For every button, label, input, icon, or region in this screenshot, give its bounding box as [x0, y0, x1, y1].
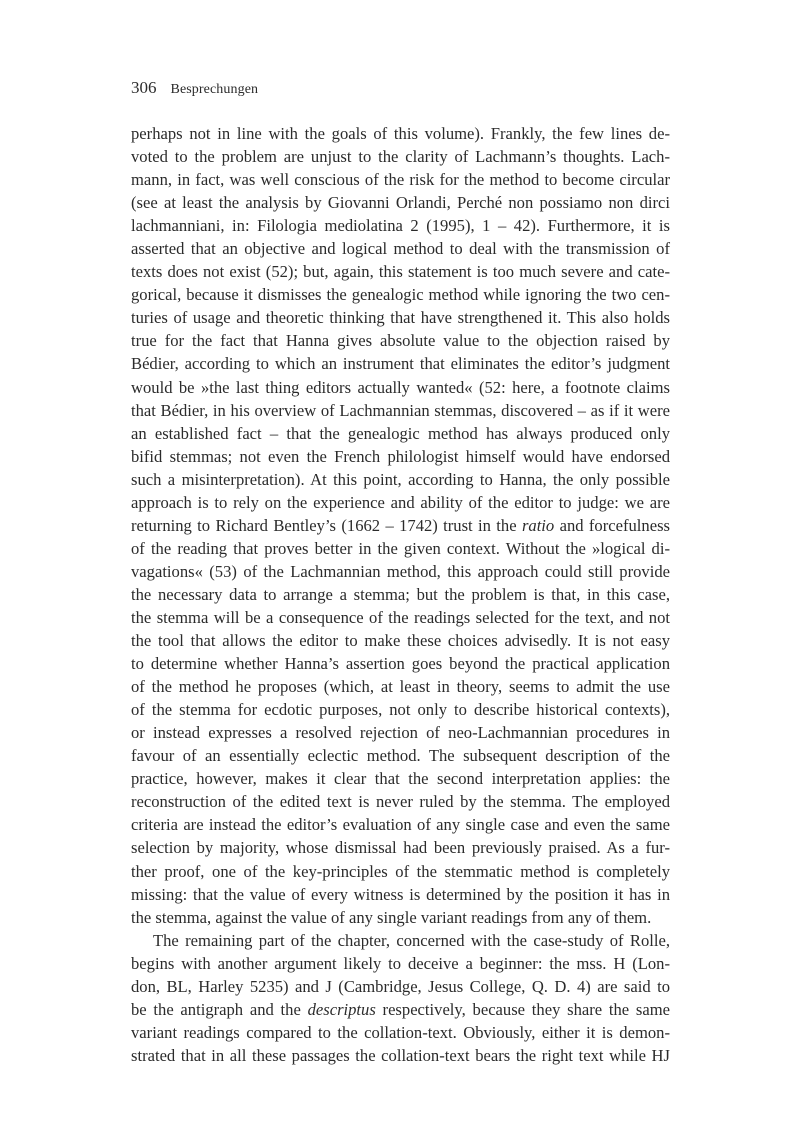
text-line: to determine whether Hanna’s assertion goes beyond the practical application	[131, 654, 670, 674]
text-line: strated that in all these passages the collation-text bears the right text while HJ	[131, 1045, 670, 1065]
text-line: the necessary data to arrange a stemma; but the problem is that, in this case,	[131, 584, 670, 604]
text-line: true for the fact that Hanna gives absolute value to the objection raised by	[131, 331, 670, 351]
text-line: such a misinterpretation). At this point, according to Hanna, the only possible	[131, 469, 670, 489]
text-line: would be »the last thing editors actually wanted« (52: here, a footnote claims	[131, 377, 670, 397]
text-line: asserted that an objective and logical method to deal with the transmission of	[131, 239, 670, 259]
running-head	[131, 78, 258, 100]
text-line: The remaining part of the chapter, concerned with the case-study of Rolle,	[153, 930, 670, 950]
body-text	[131, 122, 670, 1067]
text-line: approach is to rely on the experience and ability of the editor to judge: we are	[131, 492, 670, 512]
text-line: or instead expresses a resolved rejection of neo-Lachmannian procedures in	[131, 723, 670, 743]
text-line: practice, however, makes it clear that the second interpretation applies: the	[131, 769, 670, 789]
text-line: bifid stemmas; not even the French philologist himself would have endorsed	[131, 446, 670, 466]
paragraph-1	[131, 122, 670, 929]
section-title: Besprechungen	[170, 82, 259, 97]
text-line: vagations« (53) of the Lachmannian method, this approach could still provide	[131, 561, 670, 581]
text-line: Bédier, according to which an instrument that eliminates the editor’s judgment	[131, 354, 670, 374]
text-line: gorical, because it dismisses the genealogic method while ignoring the two cen-	[131, 285, 670, 305]
text-run: and forcefulness	[554, 515, 670, 535]
text-line: the stemma, against the value of any single variant readings from any of them.	[131, 907, 652, 927]
text-line: ther proof, one of the key-principles of the stemmatic method is completely	[131, 861, 670, 881]
text-line: missing: that the value of every witness is determined by the position it has in	[131, 884, 670, 904]
paragraph-2	[131, 929, 670, 1067]
text-line: favour of an essentially eclectic method. The subsequent description of the	[131, 746, 670, 766]
text-line: an established fact – that the genealogic method has always produced only	[131, 423, 670, 443]
text-line: mann, in fact, was well conscious of the risk for the method to become circular	[131, 170, 670, 190]
text-line: voted to the problem are unjust to the clarity of Lachmann’s thoughts. Lach-	[131, 147, 670, 167]
text-line: criteria are instead the editor’s evaluation of any single case and even the same	[131, 815, 670, 835]
text-line: (see at least the analysis by Giovanni Orlandi, Perché non possiamo non dirci	[131, 193, 670, 213]
emphasis-ratio: ratio	[521, 515, 555, 535]
text-line: begins with another argument likely to deceive a beginner: the mss. H (Lon-	[131, 953, 670, 973]
text-line: of the reading that proves better in the given context. Without the »logical di-	[131, 538, 670, 558]
text-line	[131, 514, 670, 537]
text-line: reconstruction of the edited text is never ruled by the stemma. The employed	[131, 792, 670, 812]
text-line: of the method he proposes (which, at least in theory, seems to admit the use	[131, 677, 670, 697]
text-line: of the stemma for ecdotic purposes, not only to describe historical contexts),	[131, 700, 670, 720]
text-line: that Bédier, in his overview of Lachmannian stemmas, discovered – as if it were	[131, 400, 670, 420]
text-run: returning to Richard Bentley’s (1662 – 1742) trust in the	[131, 515, 522, 535]
page-number: 306	[131, 78, 157, 97]
text-line: the stemma will be a consequence of the readings selected for the text, and not	[131, 607, 670, 627]
text-line: selection by majority, whose dismissal had been previously praised. As a fur-	[131, 838, 670, 858]
text-line: the tool that allows the editor to make these choices advisedly. It is not easy	[131, 631, 670, 651]
emphasis-descriptus: descriptus	[307, 999, 376, 1019]
text-line: perhaps not in line with the goals of this volume). Frankly, the few lines de-	[131, 124, 670, 143]
text-line	[131, 998, 670, 1021]
text-line: lachmanniani, in: Filologia mediolatina 2 (1995), 1 – 42). Furthermore, it is	[131, 216, 670, 236]
text-line: variant readings compared to the collation-text. Obviously, either it is demon-	[131, 1022, 670, 1042]
text-run: respectively, because they share the same	[375, 999, 670, 1019]
text-line: don, BL, Harley 5235) and J (Cambridge, Jesus College, Q. D. 4) are said to	[131, 976, 670, 996]
text-run: be the antigraph and the	[131, 999, 308, 1019]
text-line: texts does not exist (52); but, again, this statement is too much severe and cate-	[131, 262, 670, 282]
text-line: turies of usage and theoretic thinking that have strengthened it. This also holds	[131, 308, 670, 328]
